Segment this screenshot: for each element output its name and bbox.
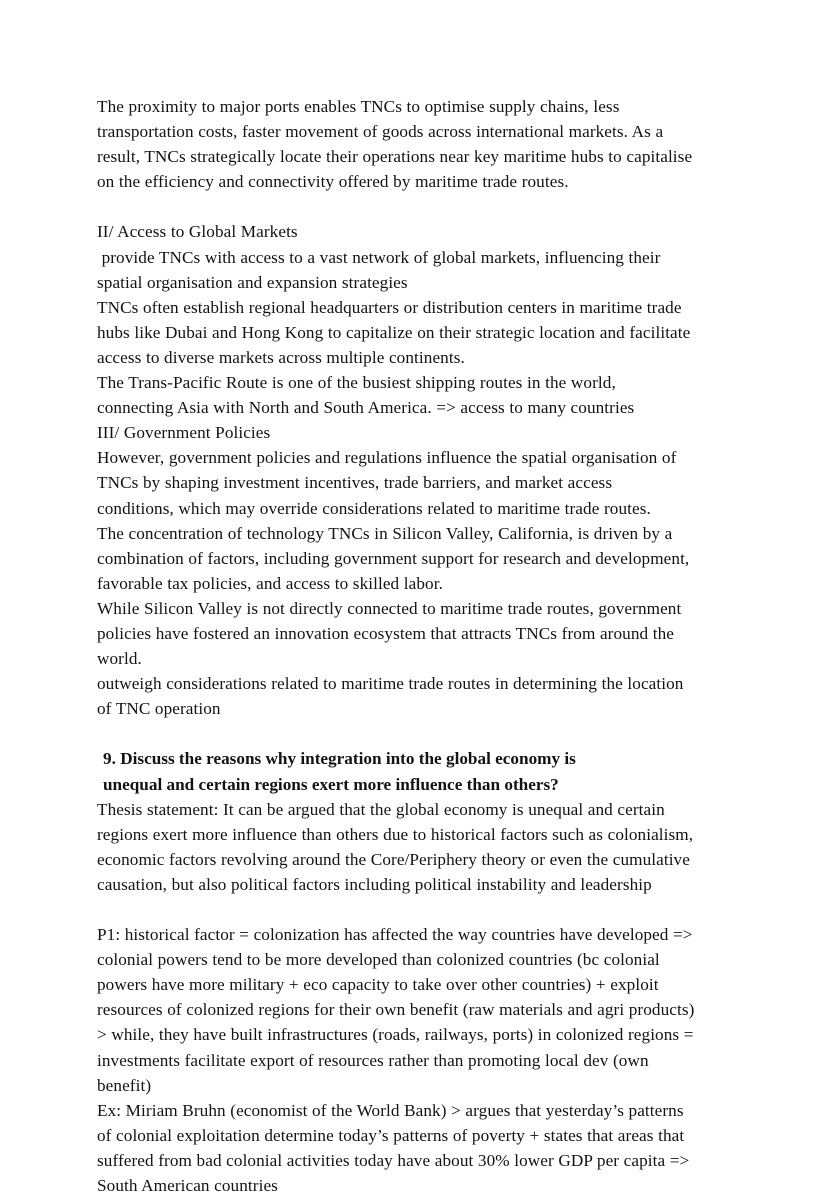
text-line: spatial organisation and expansion strategies <box>97 272 408 292</box>
text-line: policies have fostered an innovation ecosystem that attracts TNCs from around the <box>97 623 675 643</box>
text-line: colonial powers tend to be more developed than colonized countries (bc colonial <box>97 950 660 970</box>
text-line: causation, but also political factors including political instability and leadership <box>97 874 652 894</box>
document-body <box>97 94 733 1198</box>
text-line: The proximity to major ports enables TNCs to optimise supply chains, less <box>97 97 620 116</box>
text-line: South American countries <box>97 1176 278 1196</box>
text-line: However, government policies and regulations influence the spatial organisation of <box>97 448 677 468</box>
text-line: While Silicon Valley is not directly connected to maritime trade routes, government <box>97 598 682 618</box>
text-line: combination of factors, including government support for research and development, <box>97 548 690 568</box>
section-heading <box>97 746 733 796</box>
text-line: P1: historical factor = colonization has affected the way countries have developed => <box>97 925 693 945</box>
text-line: result, TNCs strategically locate their operations near key maritime hubs to capitalise <box>97 147 693 167</box>
text-line: hubs like Dubai and Hong Kong to capitalize on their strategic location and facilitate <box>97 322 691 342</box>
text-line: favorable tax policies, and access to skilled labor. <box>97 573 443 593</box>
text-paragraph <box>97 797 733 897</box>
text-line: Ex: Miriam Bruhn (economist of the World Bank) > argues that yesterday’s patterns <box>97 1100 684 1120</box>
text-line: connecting Asia with North and South America. => access to many countries <box>97 398 635 418</box>
text-line: of TNC operation <box>97 699 221 719</box>
text-line: The concentration of technology TNCs in Silicon Valley, California, is driven by a <box>97 523 673 543</box>
text-line: world. <box>97 649 142 669</box>
text-line: II/ Access to Global Markets <box>97 222 298 242</box>
text-line: > while, they have built infrastructures (roads, railways, ports) in colonized regions = <box>97 1025 694 1045</box>
paragraph-spacer <box>97 897 733 922</box>
text-line: Thesis statement: It can be argued that the global economy is unequal and certain <box>97 799 665 819</box>
text-line: provide TNCs with access to a vast network of global markets, influencing their <box>97 247 661 267</box>
text-line: suffered from bad colonial activities today have about 30% lower GDP per capita => <box>97 1150 690 1170</box>
text-paragraph <box>97 94 733 194</box>
text-line: regions exert more influence than others due to historical factors such as colonialism, <box>97 824 694 844</box>
text-line: TNCs often establish regional headquarters or distribution centers in maritime trade <box>97 297 682 317</box>
paragraph-spacer <box>97 194 733 219</box>
text-paragraph <box>97 219 733 721</box>
text-line: The Trans-Pacific Route is one of the busiest shipping routes in the world, <box>97 373 616 393</box>
text-line: economic factors revolving around the Core/Periphery theory or even the cumulative <box>97 849 690 869</box>
text-line: benefit) <box>97 1075 152 1095</box>
text-line: transportation costs, faster movement of goods across international markets. As a <box>97 122 664 142</box>
text-line: outweigh considerations related to maritime trade routes in determining the location <box>97 674 684 694</box>
paragraph-spacer <box>97 721 733 746</box>
text-line: conditions, which may override considerations related to maritime trade routes. <box>97 498 651 518</box>
text-line: III/ Government Policies <box>97 423 271 443</box>
heading-line: 9. Discuss the reasons why integration into the global economy is <box>103 749 576 769</box>
text-line: investments facilitate export of resources rather than promoting local dev (own <box>97 1050 649 1070</box>
text-line: on the efficiency and connectivity offered by maritime trade routes. <box>97 172 569 192</box>
text-line: TNCs by shaping investment incentives, trade barriers, and market access <box>97 473 613 493</box>
text-line: access to diverse markets across multiple continents. <box>97 347 465 367</box>
text-line: resources of colonized regions for their own benefit (raw materials and agri products) <box>97 1000 695 1020</box>
heading-line: unequal and certain regions exert more influence than others? <box>103 774 559 794</box>
text-line: of colonial exploitation determine today’s patterns of poverty + states that areas that <box>97 1125 685 1145</box>
text-line: powers have more military + eco capacity to take over other countries) + exploit <box>97 975 659 995</box>
text-paragraph <box>97 922 733 1198</box>
